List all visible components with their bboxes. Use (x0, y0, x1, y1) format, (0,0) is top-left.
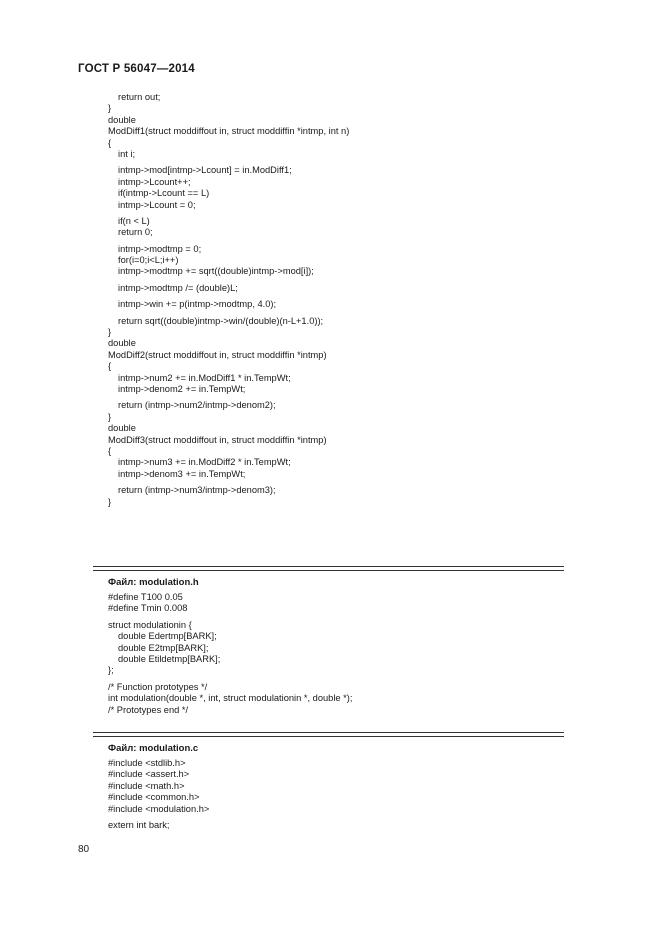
code-block-modulation-c (108, 758, 209, 831)
code-line: #define Tmin 0.008 (108, 603, 188, 614)
code-line: double Etildetmp[BARK]; (118, 653, 221, 664)
code-line: intmp->mod[intmp->Lcount] = in.ModDiff1; (118, 165, 292, 176)
code-line: intmp->num2 += in.ModDiff1 * in.TempWt; (118, 372, 291, 383)
file-title-modulation-c: Файл: modulation.c (108, 743, 199, 754)
code-line: { (108, 361, 112, 372)
code-line: return 0; (118, 227, 153, 238)
code-line: double (108, 114, 136, 125)
code-line: double (108, 423, 136, 434)
code-line: intmp->win += p(intmp->modtmp, 4.0); (118, 299, 277, 310)
code-line: for(i=0;i<L;i++) (118, 255, 179, 266)
code-line: } (108, 496, 112, 507)
code-line: intmp->modtmp /= (double)L; (118, 282, 238, 293)
code-line: ModDiff3(struct moddiffout in, struct moddiffin *intmp) (108, 434, 327, 445)
code-line: } (108, 103, 112, 114)
code-line: #include <math.h> (108, 780, 185, 791)
code-line: int modulation(double *, int, struct modulationin *, double *); (108, 693, 353, 704)
file-title-modulation-h: Файл: modulation.h (108, 577, 199, 588)
code-line: /* Function prototypes */ (108, 681, 208, 692)
code-line: #define T100 0.05 (108, 592, 183, 602)
code-line: return sqrt((double)intmp->win/(double)(n-L+1.0)); (118, 315, 324, 326)
code-line: intmp->modtmp = 0; (118, 243, 202, 254)
code-line: if(intmp->Lcount == L) (118, 188, 210, 199)
code-line: { (108, 445, 112, 456)
code-line: #include <modulation.h> (108, 803, 210, 814)
code-line: { (108, 137, 112, 148)
code-block-moddiff (108, 92, 349, 508)
section-divider (93, 566, 564, 571)
code-line: ModDiff1(struct moddiffout in, struct moddiffin *intmp, int n) (108, 126, 350, 137)
code-line: return out; (118, 92, 161, 102)
section-divider (93, 732, 564, 737)
code-line: double Edertmp[BARK]; (118, 631, 217, 642)
code-line: intmp->Lcount++; (118, 176, 191, 187)
code-line: #include <stdlib.h> (108, 758, 186, 768)
code-line: if(n < L) (118, 215, 150, 226)
code-line: int i; (118, 148, 136, 159)
code-line: } (108, 411, 112, 422)
code-line: extern int bark; (108, 819, 170, 830)
code-line: intmp->denom3 += in.TempWt; (118, 468, 246, 479)
code-line: double E2tmp[BARK]; (118, 642, 209, 653)
code-block-modulation-h (108, 592, 352, 716)
code-line: return (intmp->num2/intmp->denom2); (118, 400, 276, 411)
code-line: struct modulationin { (108, 619, 192, 630)
code-line: intmp->Lcount = 0; (118, 199, 196, 210)
code-line: #include <assert.h> (108, 769, 190, 780)
code-line: ModDiff2(struct moddiffout in, struct moddiffin *intmp) (108, 349, 327, 360)
code-line: #include <common.h> (108, 792, 200, 803)
code-line: } (108, 327, 112, 338)
page-number: 80 (78, 844, 90, 855)
document-header: ГОСТ Р 56047—2014 (78, 63, 195, 75)
code-line: intmp->denom2 += in.TempWt; (118, 383, 246, 394)
code-line: intmp->num3 += in.ModDiff2 * in.TempWt; (118, 457, 291, 468)
code-line: double (108, 338, 136, 349)
code-line: /* Prototypes end */ (108, 704, 189, 715)
code-line: return (intmp->num3/intmp->denom3); (118, 485, 276, 496)
code-line: }; (108, 665, 114, 676)
code-line: intmp->modtmp += sqrt((double)intmp->mod[i]); (118, 266, 314, 277)
